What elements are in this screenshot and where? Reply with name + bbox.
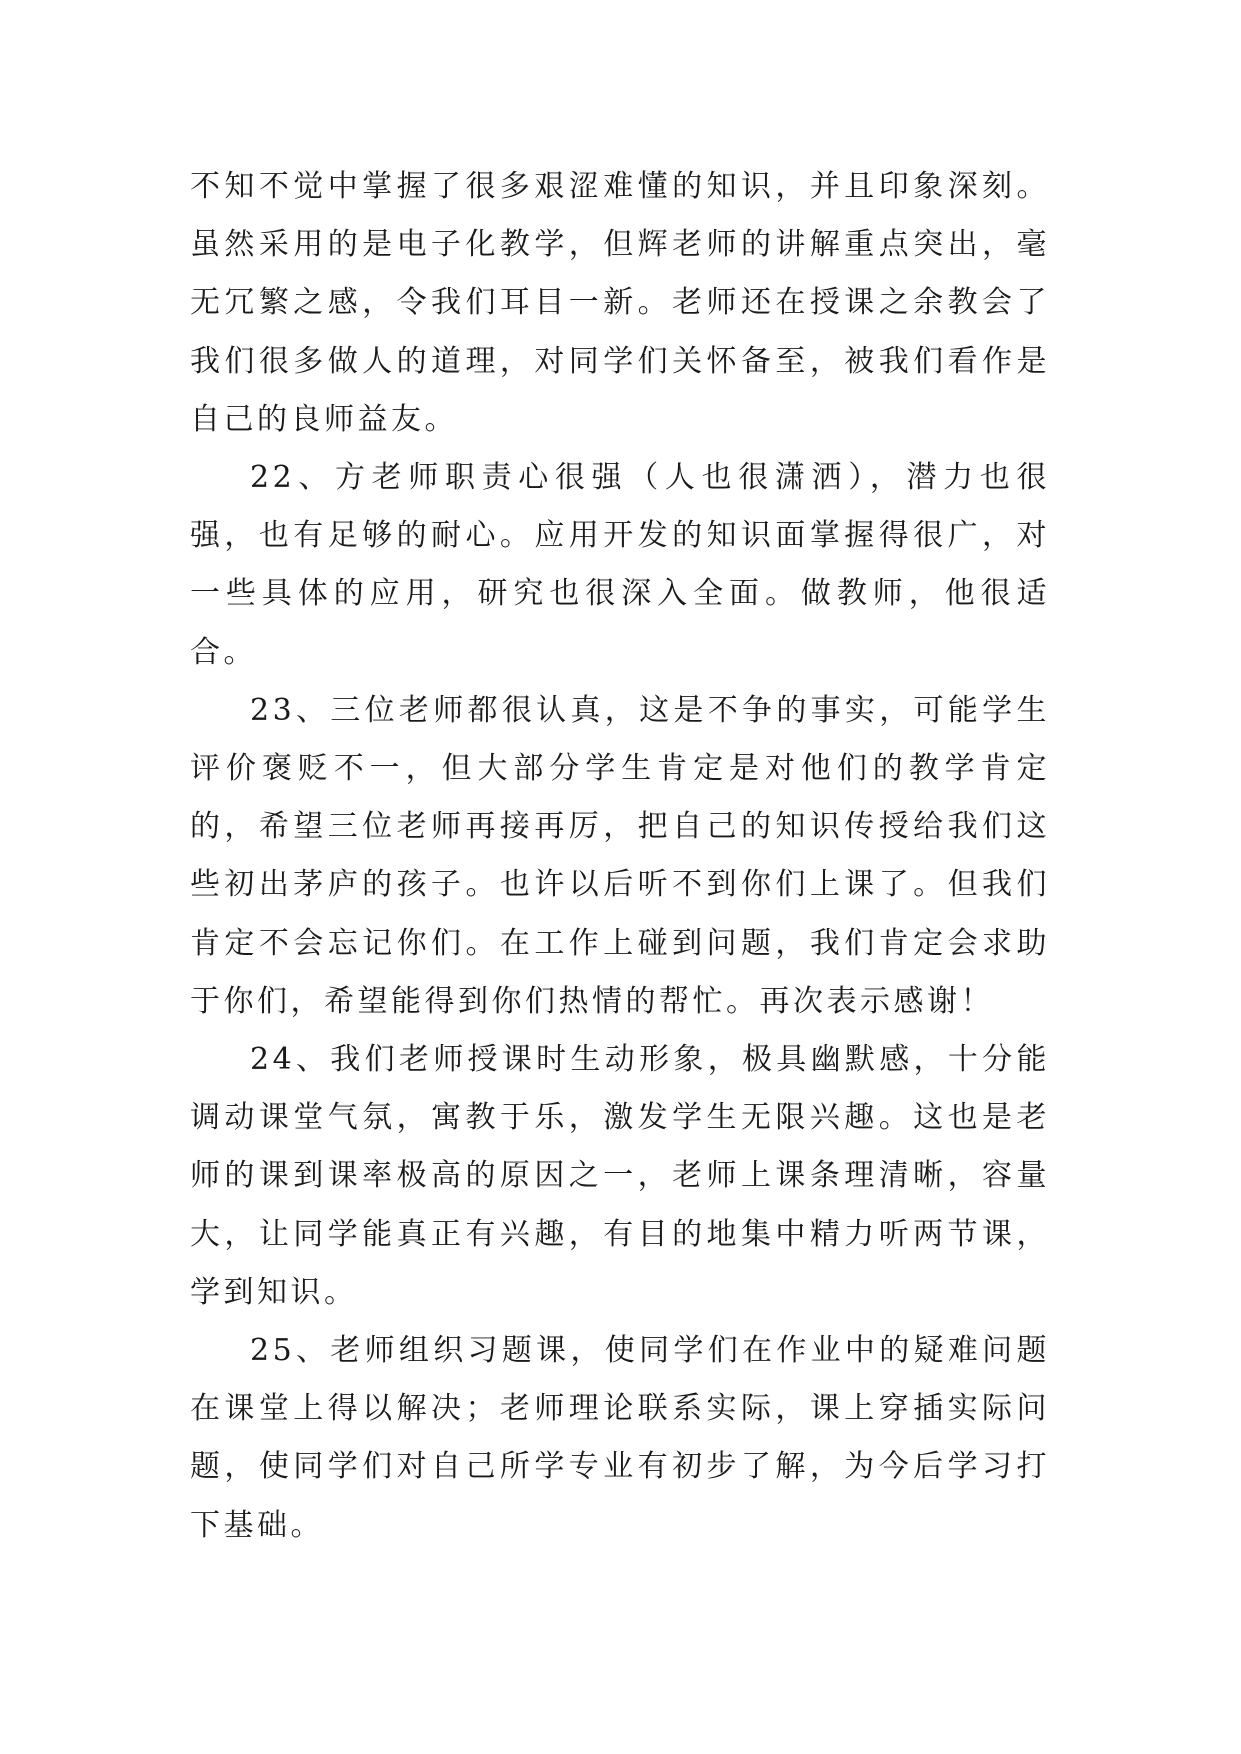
paragraph-25: 25、老师组织习题课，使同学们在作业中的疑难问题在课堂上得以解决；老师理论联系实际，课上穿插实际问题，使同学们对自己所学专业有初步了解，为今后学习打下基础。 xyxy=(190,1333,1050,1543)
paragraph-23: 23、三位老师都很认真，这是不争的事实，可能学生评价褒贬不一，但大部分学生肯定是对他们的教学肯定的，希望三位老师再接再厉，把自己的知识传授给我们这些初出茅庐的孩子。也许以后听不到你们上课了。但我们肯定不会忘记你们。在工作上碰到问题，我们肯定会求助于你们，希望能得到你们热情的帮忙。再次表示感谢！ xyxy=(190,692,1050,1019)
paragraph-continuation: 不知不觉中掌握了很多艰涩难懂的知识，并且印象深刻。虽然采用的是电子化教学，但辉老师的讲解重点突出，毫无冗繁之感，令我们耳目一新。老师还在授课之余教会了我们很多做人的道理，对同学们关怀备至，被我们看作是自己的良师益友。 xyxy=(190,169,1050,437)
paragraph-22: 22、方老师职责心很强（人也很潇洒），潜力也很强，也有足够的耐心。应用开发的知识面掌握得很广，对一些具体的应用，研究也很深入全面。做教师，他很适合。 xyxy=(190,460,1050,670)
body-text xyxy=(190,158,1050,1555)
paragraph-24: 24、我们老师授课时生动形象，极具幽默感，十分能调动课堂气氛，寓教于乐，激发学生无限兴趣。这也是老师的课到课率极高的原因之一，老师上课条理清晰，容量大，让同学能真正有兴趣，有目的地集中精力听两节课，学到知识。 xyxy=(190,1042,1050,1310)
